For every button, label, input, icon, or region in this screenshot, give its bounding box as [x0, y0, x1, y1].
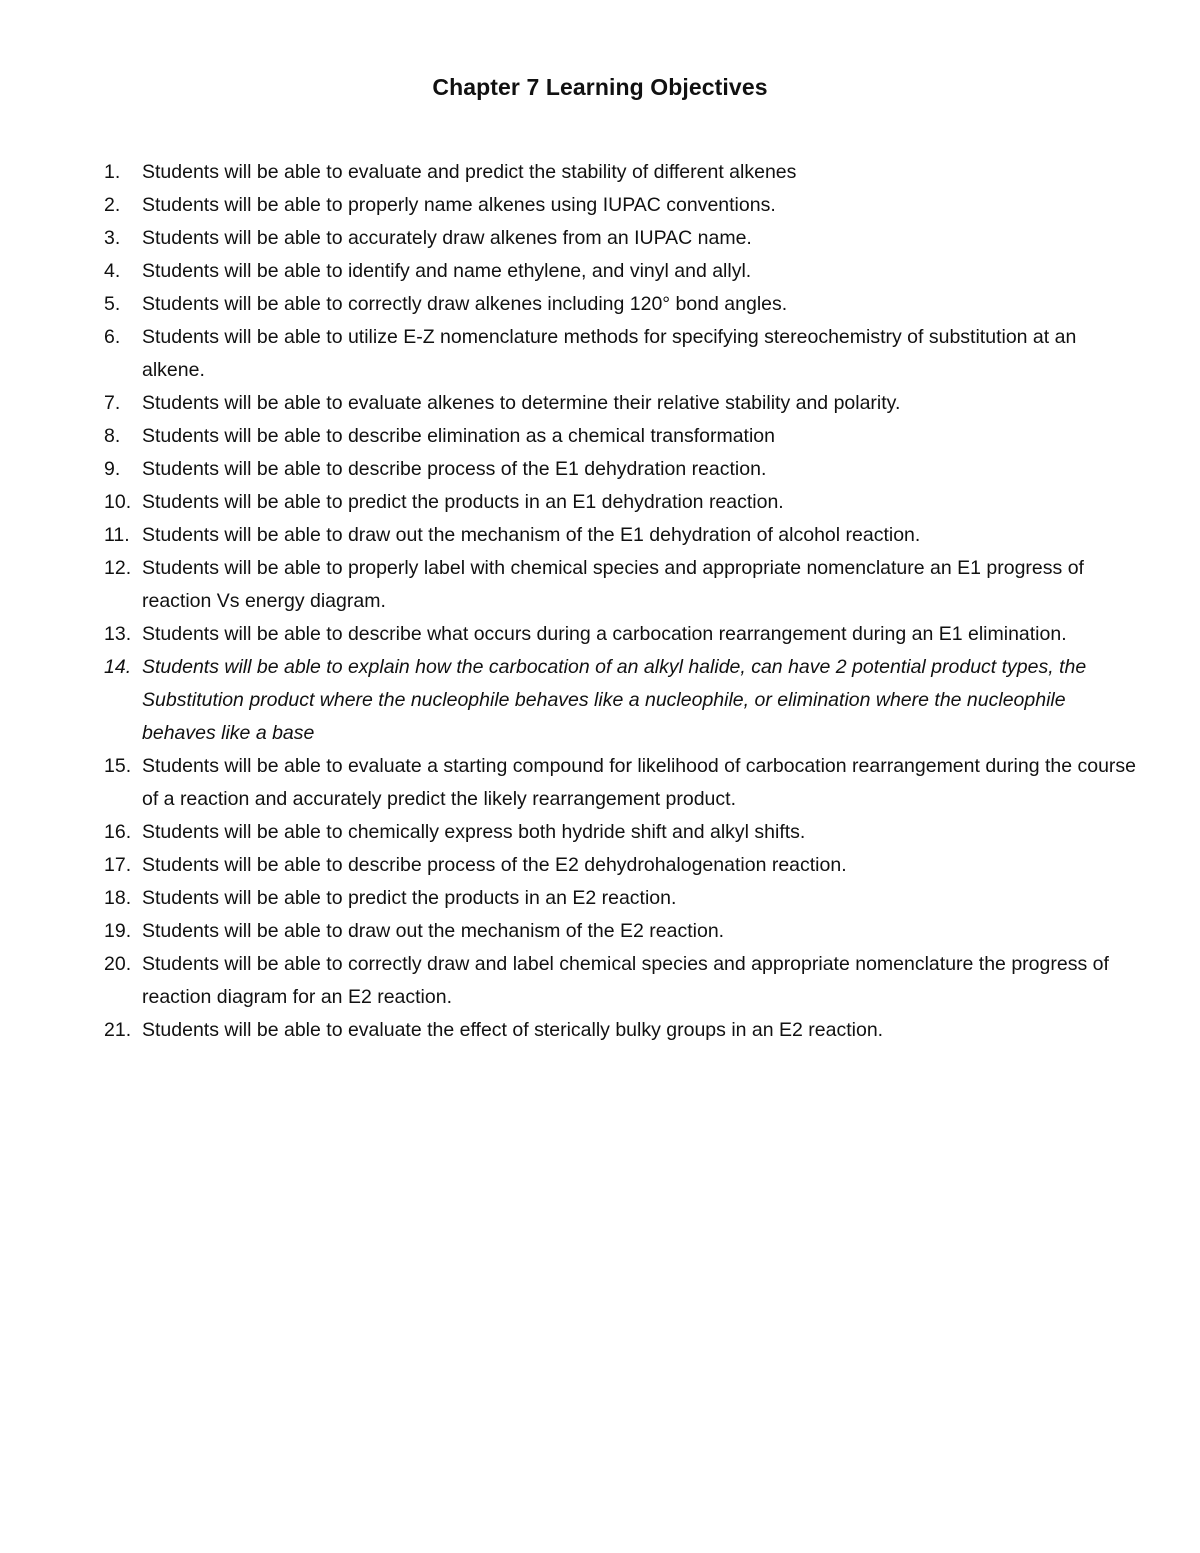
- objective-number: 7.: [104, 392, 121, 414]
- objective-number: 20.: [104, 953, 132, 975]
- objective-number: 9.: [104, 458, 121, 480]
- objective-item: [104, 816, 1144, 849]
- objective-text: Students will be able to evaluate the effect of sterically bulky groups in an E2 reaction.: [142, 1019, 884, 1041]
- objective-number: 15.: [104, 755, 132, 777]
- objective-item: [104, 948, 1144, 1014]
- objective-number: 8.: [104, 425, 121, 447]
- objective-number: 21.: [104, 1019, 132, 1041]
- objective-number: 1.: [104, 161, 121, 183]
- objective-item: [104, 915, 1144, 948]
- document-title: Chapter 7 Learning Objectives: [432, 74, 768, 100]
- objective-text: Students will be able to utilize E-Z nomenclature methods for specifying stereochemistry of substitution at an alkene.: [142, 326, 1077, 381]
- objective-item: [104, 288, 1144, 321]
- objective-text: Students will be able to draw out the mechanism of the E1 dehydration of alcohol reaction.: [142, 524, 921, 546]
- objective-text: Students will be able to evaluate alkenes to determine their relative stability and polarity.: [142, 392, 901, 414]
- objective-item: [104, 321, 1144, 387]
- objective-number: 17.: [104, 854, 132, 876]
- objective-item: [104, 552, 1144, 618]
- objective-text: Students will be able to explain how the carbocation of an alkyl halide, can have 2 potential product types, the Substitution product where the nucleophile behaves like a nucleophile, or elimination where the nucleophile behaves like a base: [142, 656, 1087, 744]
- objective-text: Students will be able to describe process of the E1 dehydration reaction.: [142, 458, 767, 480]
- objective-item: [104, 387, 1144, 420]
- objective-number: 14.: [104, 656, 132, 678]
- objective-item: [104, 420, 1144, 453]
- objective-item: [104, 1014, 1144, 1047]
- objective-item: [104, 519, 1144, 552]
- objective-text: Students will be able to describe elimination as a chemical transformation: [142, 425, 775, 447]
- objective-text: Students will be able to properly name alkenes using IUPAC conventions.: [142, 194, 776, 216]
- objective-text: Students will be able to correctly draw alkenes including 120° bond angles.: [142, 293, 788, 315]
- objective-item: [104, 222, 1144, 255]
- objective-text: Students will be able to evaluate a starting compound for likelihood of carbocation rearrangement during the course of a reaction and accurately predict the likely rearrangement product.: [142, 755, 1137, 810]
- objective-number: 10.: [104, 491, 132, 513]
- objective-item: [104, 486, 1144, 519]
- objective-item: [104, 189, 1144, 222]
- objective-text: Students will be able to draw out the mechanism of the E2 reaction.: [142, 920, 725, 942]
- objective-text: Students will be able to predict the products in an E1 dehydration reaction.: [142, 491, 784, 513]
- objectives-list: [104, 156, 1144, 1047]
- objective-item: [104, 849, 1144, 882]
- objective-text: Students will be able to describe process of the E2 dehydrohalogenation reaction.: [142, 854, 847, 876]
- objective-text: Students will be able to describe what occurs during a carbocation rearrangement during an E1 elimination.: [142, 623, 1067, 645]
- objective-number: 5.: [104, 293, 121, 315]
- objective-number: 4.: [104, 260, 121, 282]
- objective-item: [104, 453, 1144, 486]
- objective-text: Students will be able to accurately draw alkenes from an IUPAC name.: [142, 227, 752, 249]
- objective-text: Students will be able to chemically express both hydride shift and alkyl shifts.: [142, 821, 806, 843]
- objective-text: Students will be able to correctly draw and label chemical species and appropriate nomenclature the progress of reaction diagram for an E2 reaction.: [142, 953, 1109, 1008]
- objective-item: [104, 255, 1144, 288]
- objective-number: 19.: [104, 920, 132, 942]
- objective-number: 18.: [104, 887, 132, 909]
- objective-text: Students will be able to identify and name ethylene, and vinyl and allyl.: [142, 260, 752, 282]
- objective-item: [104, 750, 1144, 816]
- objective-item: [104, 156, 1144, 189]
- objective-number: 11.: [104, 524, 130, 546]
- objective-number: 16.: [104, 821, 132, 843]
- objective-item: [104, 618, 1144, 651]
- objective-number: 6.: [104, 326, 121, 348]
- objective-text: Students will be able to evaluate and predict the stability of different alkenes: [142, 161, 797, 183]
- objective-number: 2.: [104, 194, 121, 216]
- objective-text: Students will be able to properly label with chemical species and appropriate nomenclature an E1 progress of reaction Vs energy diagram.: [142, 557, 1084, 612]
- objective-number: 3.: [104, 227, 121, 249]
- objective-number: 13.: [104, 623, 132, 645]
- objective-item: [104, 882, 1144, 915]
- objective-number: 12.: [104, 557, 132, 579]
- objective-text: Students will be able to predict the products in an E2 reaction.: [142, 887, 677, 909]
- objective-item: [104, 651, 1144, 750]
